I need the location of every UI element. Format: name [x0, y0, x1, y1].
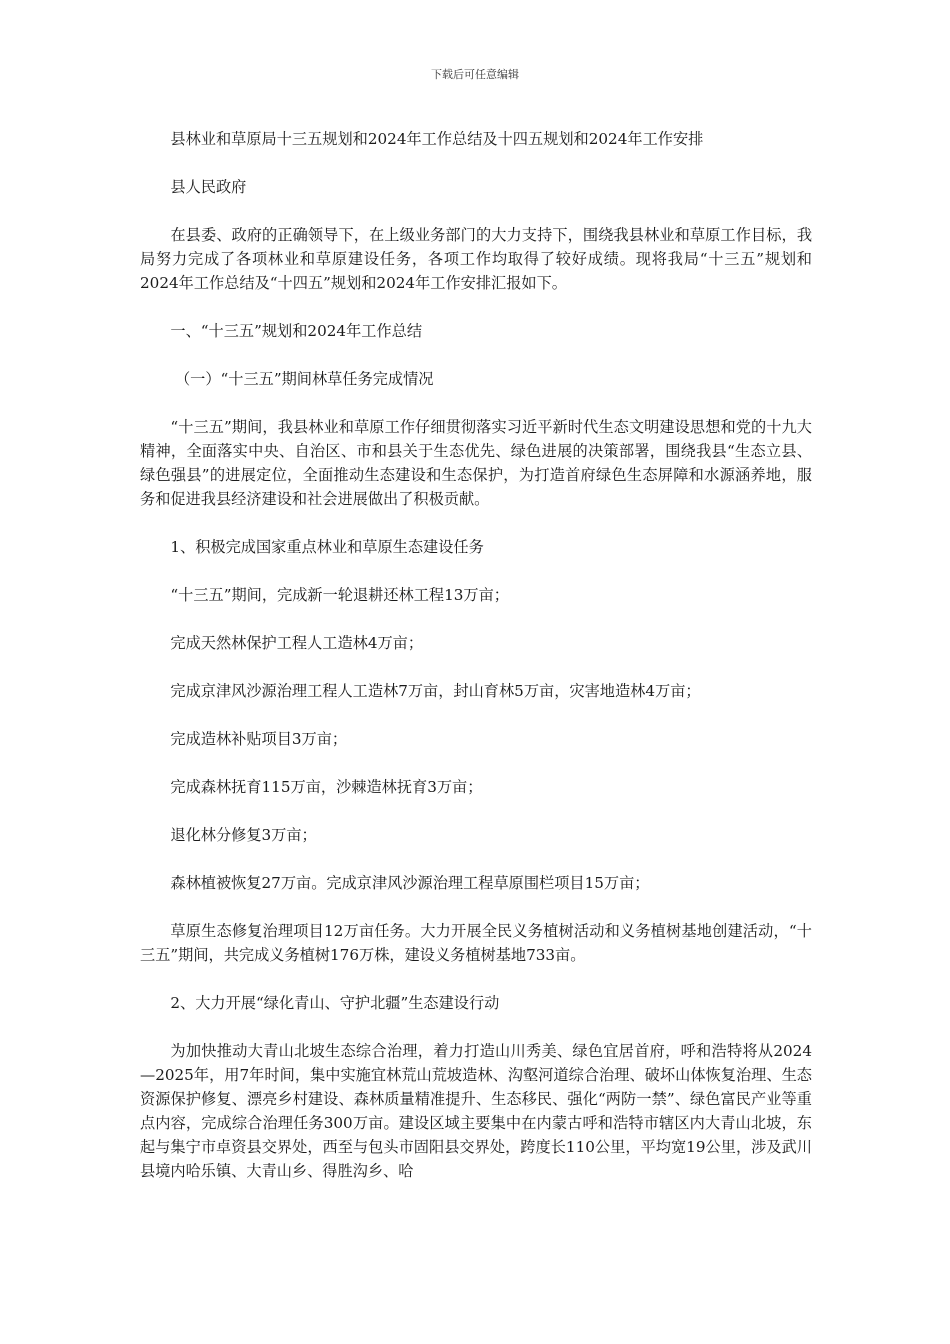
document-author: 县人民政府: [170, 178, 247, 196]
header-note: 下载后可任意编辑: [431, 68, 519, 81]
list-item: 完成森林抚育115万亩，沙棘造林抚育3万亩；: [170, 778, 483, 796]
section-heading-1: 一、“十三五”规划和2024年工作总结: [170, 322, 423, 340]
list-item: 完成造林补贴项目3万亩；: [170, 730, 348, 748]
paragraph-summary: “十三五”期间，我县林业和草原工作仔细贯彻落实习近平新时代生态文明建设思想和党的十九大精神，全面落实中央、自治区、市和县关于生态优先、绿色进展的决策部署，围绕我县“生态立县、绿色强县”的进展定位，全面推动生态建设和生态保护，为打造首府绿色生态屏障和水源涵养地，服务和促进我县经济建设和社会进展做出了积极贡献。: [140, 418, 812, 508]
document-title: 县林业和草原局十三五规划和2024年工作总结及十四五规划和2024年工作安排: [170, 130, 704, 148]
list-item: 退化林分修复3万亩；: [170, 826, 317, 844]
paragraph-intro: 在县委、政府的正确领导下，在上级业务部门的大力支持下，围绕我县林业和草原工作目标，我局努力完成了各项林业和草原建设任务，各项工作均取得了较好成绩。现将我局“十三五”规划和2024年工作总结及“十四五”规划和2024年工作安排汇报如下。: [140, 226, 812, 292]
paragraph-detail: 为加快推动大青山北坡生态综合治理，着力打造山川秀美、绿色宜居首府，呼和浩特将从2024—2025年，用7年时间，集中实施宜林荒山荒坡造林、沟壑河道综合治理、破坏山体恢复治理、生态资源保护修复、漂亮乡村建设、森林质量精准提升、生态移民、强化“两防一禁”、绿色富民产业等重点内容，完成综合治理任务300万亩。建设区域主要集中在内蒙古呼和浩特市辖区内大青山北坡，东起与集宁市卓资县交界处，西至与包头市固阳县交界处，跨度长110公里，平均宽19公里，涉及武川县境内哈乐镇、大青山乡、得胜沟乡、哈: [140, 1042, 812, 1180]
list-item: 完成京津风沙源治理工程人工造林7万亩，封山育林5万亩，灾害地造林4万亩；: [170, 682, 701, 700]
list-item: “十三五”期间，完成新一轮退耕还林工程13万亩；: [170, 586, 509, 604]
subsection-heading-1: （一）“十三五”期间林草任务完成情况: [174, 370, 434, 388]
item-heading-1: 1、积极完成国家重点林业和草原生态建设任务: [170, 538, 484, 556]
document-body: [140, 127, 812, 1207]
list-item: 草原生态修复治理项目12万亩任务。大力开展全民义务植树活动和义务植树基地创建活动，“十三五”期间，共完成义务植树176万株，建设义务植树基地733亩。: [140, 922, 812, 964]
item-heading-2: 2、大力开展“绿化青山、守护北疆”生态建设行动: [170, 994, 500, 1012]
list-item: 森林植被恢复27万亩。完成京津风沙源治理工程草原围栏项目15万亩；: [170, 874, 650, 892]
list-item: 完成天然林保护工程人工造林4万亩；: [170, 634, 424, 652]
